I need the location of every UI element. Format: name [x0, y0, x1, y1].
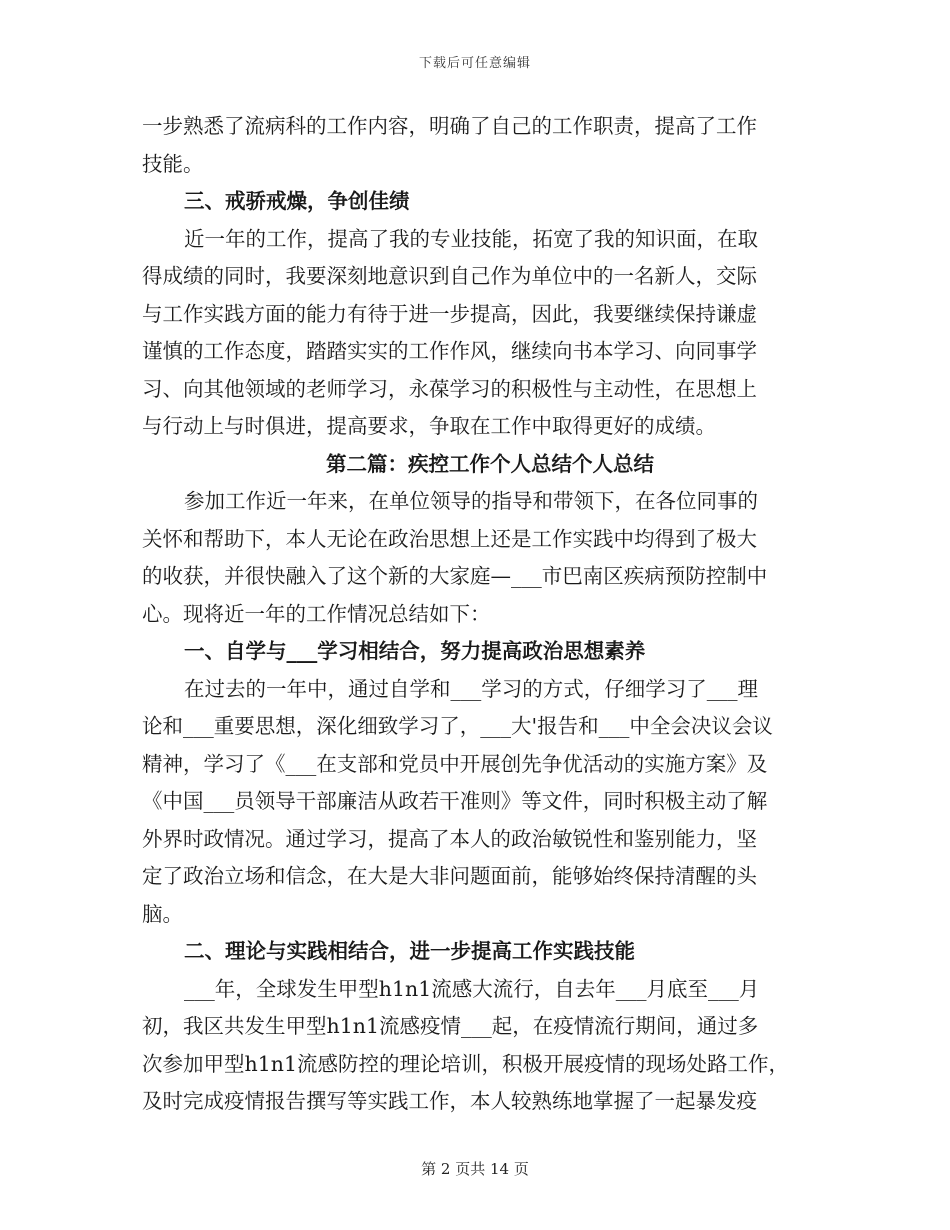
body-line: 关怀和帮助下，本人无论在政治思想上还是工作实践中均得到了极大 — [142, 526, 757, 551]
document-body — [142, 108, 810, 1121]
chapter-title: 第二篇：疾控工作个人总结个人总结 — [326, 451, 654, 476]
body-line: 及时完成疫情报告撰写等实践工作，本人较熟练地掌握了一起暴发疫 — [142, 1089, 757, 1113]
body-line: 得成绩的同时，我要深刻地意识到自己作为单位中的一名新人，交际 — [142, 264, 757, 288]
body-line: 心。现将近一年的工作情况总结如下： — [142, 601, 491, 626]
section-heading-3: 三、戒骄戒燥，争创佳绩 — [184, 189, 410, 213]
body-line: 精神，学习了《___在支部和党员中开展创先争优活动的实施方案》及 — [142, 751, 768, 776]
page-header: 下载后可任意编辑 — [418, 56, 531, 71]
body-line: 参加工作近一年来，在单位领导的指导和带领下，在各位同事的 — [184, 489, 758, 513]
body-line: 初，我区共发生甲型h1n1流感疫情___起，在疫情流行期间，通过多 — [142, 1014, 759, 1038]
body-line: 与行动上与时俱进，提高要求，争取在工作中取得更好的成绩。 — [142, 414, 716, 438]
body-line: 谨慎的工作态度，踏踏实实的工作作风，继续向书本学习、向同事学 — [142, 339, 757, 363]
body-line: 的收获，并很快融入了这个新的大家庭—___市巴南区疾病预防控制中 — [142, 564, 768, 588]
body-line: 脑。 — [142, 901, 183, 926]
body-line: 与工作实践方面的能力有待于进一步提高，因此，我要继续保持谦虚 — [142, 301, 757, 326]
body-line: 次参加甲型h1n1流感防控的理论培训，积极开展疫情的现场处路工作， — [142, 1051, 789, 1076]
body-line: 一步熟悉了流病科的工作内容，明确了自己的工作职责，提高了工作 — [142, 114, 757, 138]
body-line: 习、向其他领域的老师学习，永葆学习的积极性与主动性，在思想上 — [142, 376, 757, 401]
body-line: 近一年的工作，提高了我的专业技能，拓宽了我的知识面，在取 — [184, 226, 758, 251]
section-heading-2: 二、理论与实践相结合，进一步提高工作实践技能 — [184, 939, 635, 963]
body-line: 技能。 — [142, 151, 204, 176]
body-line: 《中国___员领导干部廉洁从政若干准则》等文件，同时积极主动了解 — [142, 789, 768, 813]
body-line: 定了政治立场和信念，在大是大非问题面前，能够始终保持清醒的头 — [142, 864, 757, 888]
page-footer: 第 2 页共 14 页 — [421, 1160, 529, 1178]
body-line: 在过去的一年中，通过自学和___学习的方式，仔细学习了___理 — [184, 676, 758, 701]
body-line: ___年，全球发生甲型h1n1流感大流行，自去年___月底至___月 — [184, 976, 760, 1001]
section-heading-1: 一、自学与___学习相结合，努力提高政治思想素养 — [184, 639, 646, 663]
body-line: 外界时政情况。通过学习，提高了本人的政治敏锐性和鉴别能力，坚 — [142, 826, 757, 851]
body-line: 论和___重要思想，深化细致学习了，___大'报告和___中全会决议会议 — [142, 714, 773, 738]
